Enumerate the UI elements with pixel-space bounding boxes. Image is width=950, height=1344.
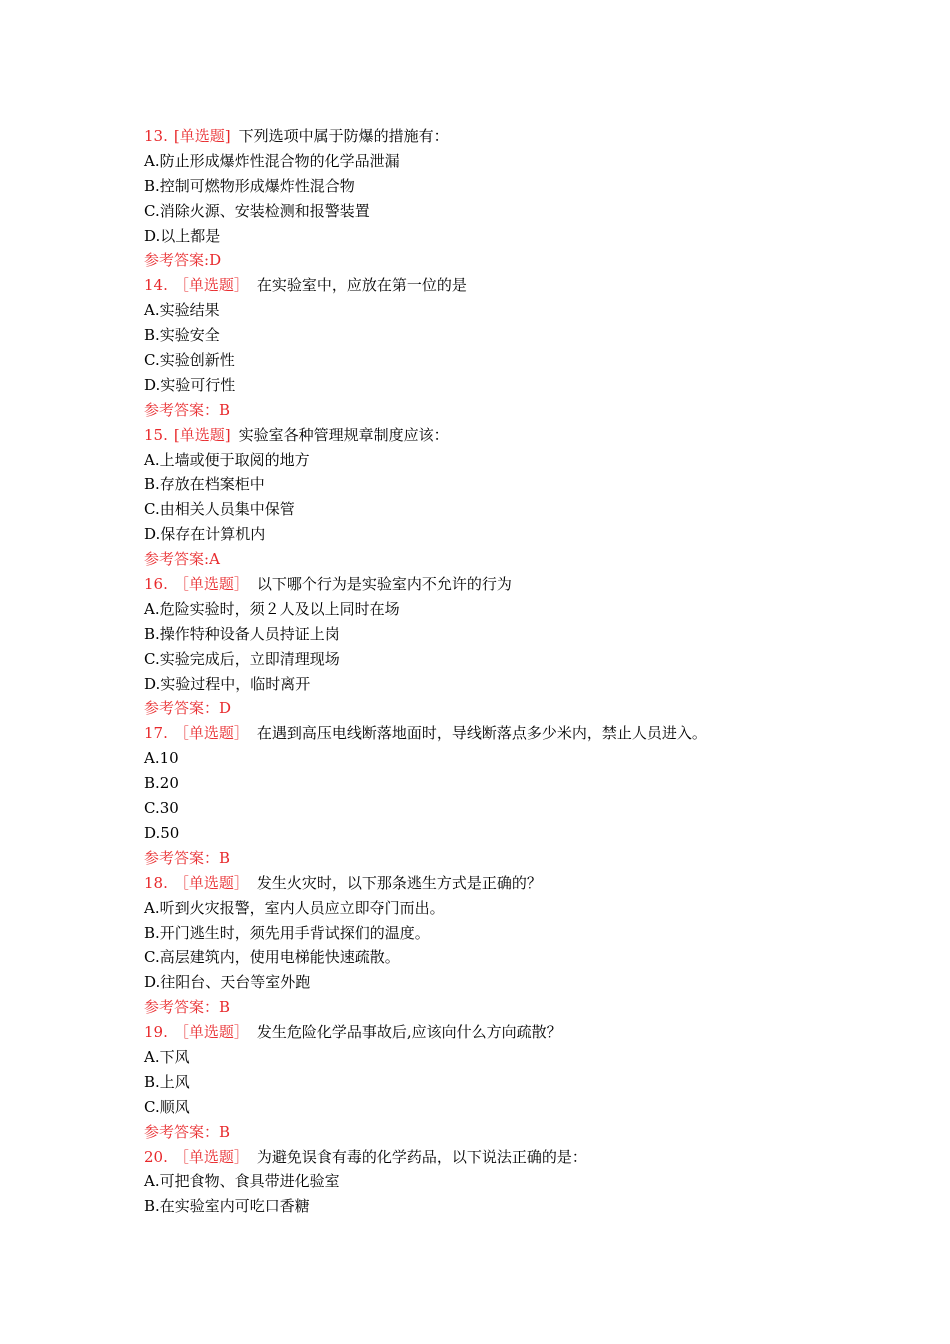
option-letter: C. [144,500,160,519]
option-item [144,597,844,622]
reference-answer [144,696,844,721]
option-letter: D. [144,674,161,693]
option-item [144,672,844,697]
question-text: 发生火灾时，以下那条逃生方式是正确的？ [256,873,542,892]
question-stem [144,423,844,448]
option-text: 听到火灾报警，室内人员应立即夺门而出。 [159,898,445,917]
option-letter: A. [144,599,160,618]
option-letter: B. [144,475,160,494]
question-type-tag: ［单选题］ [173,1023,249,1042]
option-text: 30 [159,799,179,818]
option-item [144,945,844,970]
question-list [144,124,844,1219]
question-type-tag: ［单选题］ [173,873,249,892]
option-letter: B. [144,176,160,195]
question-stem [144,871,844,896]
option-text: 存放在档案柜中 [159,475,265,494]
reference-answer [144,995,844,1020]
option-text: 实验结果 [159,301,220,320]
option-text: 20 [159,774,179,793]
question-number: 19. [144,1023,168,1042]
option-text: 顺风 [159,1097,190,1116]
reference-answer [144,248,844,273]
question-type-tag: ［单选题］ [173,724,249,743]
option-letter: D. [144,823,161,842]
option-text: 实验创新性 [159,351,235,370]
answer-value: B [219,400,231,419]
option-text: 可把食物、食具带进化验室 [159,1172,340,1191]
question-stem [144,124,844,149]
question-stem [144,721,844,746]
option-text: 由相关人员集中保管 [159,500,295,519]
answer-label: 参考答案： [144,998,220,1017]
option-letter: D. [144,973,161,992]
option-text: 实验可行性 [160,375,236,394]
answer-value: D [219,699,232,718]
question-text: 发生危险化学品事故后,应该向什么方向疏散？ [256,1023,562,1042]
option-text: 操作特种设备人员持证上岗 [159,624,340,643]
option-text: 实验完成后，立即清理现场 [159,649,340,668]
answer-value: B [219,998,231,1017]
question-type-tag: [单选题] [173,127,231,145]
answer-label: 参考答案： [144,699,220,718]
question-number: 15. [144,425,168,444]
option-letter: C. [144,1097,160,1116]
option-text: 以上都是 [160,226,221,245]
question-number: 14. [144,276,168,295]
option-text: 10 [159,749,179,768]
answer-label: 参考答案： [144,848,220,867]
option-text: 高层建筑内，使用电梯能快速疏散。 [159,948,400,967]
question-number: 20. [144,1147,168,1166]
option-text: 保存在计算机内 [160,525,266,544]
option-item [144,821,844,846]
option-item [144,771,844,796]
option-item [144,1095,844,1120]
option-item [144,522,844,547]
question-type-tag: [单选题] [173,425,231,444]
option-letter: A. [144,749,160,768]
answer-value: D [209,251,222,270]
question-stem [144,1020,844,1045]
option-letter: C. [144,201,160,220]
answer-label: 参考答案: [144,251,210,270]
question-number: 18. [144,873,168,892]
answer-value: B [219,1122,231,1141]
option-text: 防止形成爆炸性混合物的化学品泄漏 [159,151,400,170]
option-item [144,348,844,373]
option-item [144,224,844,249]
option-item [144,373,844,398]
option-item [144,199,844,224]
question-text: 下列选项中属于防爆的措施有： [238,127,449,145]
option-letter: A. [144,450,160,469]
option-text: 消除火源、安装检测和报警装置 [159,201,370,220]
reference-answer [144,547,844,572]
option-letter: B. [144,326,160,345]
option-text: 控制可燃物形成爆炸性混合物 [159,176,355,195]
answer-label: 参考答案： [144,1122,220,1141]
option-item [144,746,844,771]
question-stem [144,273,844,298]
option-letter: B. [144,923,160,942]
option-text: 下风 [159,1047,190,1066]
option-item [144,921,844,946]
option-item [144,622,844,647]
option-text: 往阳台、天台等室外跑 [160,973,311,992]
option-letter: A. [144,1047,160,1066]
question-number: 16. [144,575,168,594]
question-stem [144,1145,844,1170]
option-item [144,448,844,473]
option-letter: D. [144,226,161,245]
option-text: 上墙或便于取阅的地方 [159,450,310,469]
answer-label: 参考答案： [144,400,220,419]
option-item [144,896,844,921]
question-text: 以下哪个行为是实验室内不允许的行为 [256,575,512,594]
option-text: 实验安全 [159,326,220,345]
option-letter: C. [144,351,160,370]
option-letter: B. [144,624,160,643]
question-text: 实验室各种管理规章制度应该： [238,425,449,444]
option-letter: A. [144,301,160,320]
option-letter: D. [144,375,161,394]
option-letter: A. [144,1172,160,1191]
option-item [144,1070,844,1095]
reference-answer [144,1120,844,1145]
option-item [144,1045,844,1070]
option-item [144,174,844,199]
option-text: 开门逃生时，须先用手背试探们的温度。 [159,923,430,942]
option-item [144,1194,844,1219]
reference-answer [144,846,844,871]
option-item [144,796,844,821]
option-text: 实验过程中，临时离开 [160,674,311,693]
answer-value: B [219,848,231,867]
option-text: 上风 [159,1072,190,1091]
option-item [144,497,844,522]
question-text: 在遇到高压电线断落地面时，导线断落点多少米内，禁止人员进入。 [256,724,707,743]
option-item [144,970,844,995]
answer-value: A [209,550,220,569]
option-item [144,472,844,497]
option-item [144,647,844,672]
option-letter: C. [144,948,160,967]
option-letter: B. [144,1197,160,1216]
answer-label: 参考答案: [144,550,210,569]
question-text: 为避免误食有毒的化学药品，以下说法正确的是： [256,1147,587,1166]
question-text: 在实验室中，应放在第一位的是 [256,276,467,295]
question-number: 13. [144,127,168,145]
option-item [144,298,844,323]
option-item [144,1169,844,1194]
question-type-tag: ［单选题］ [173,1147,249,1166]
option-text: 50 [160,823,180,842]
reference-answer [144,398,844,423]
option-letter: B. [144,774,160,793]
question-type-tag: ［单选题］ [173,575,249,594]
option-text: 危险实验时，须２人及以上同时在场 [159,599,400,618]
option-letter: C. [144,649,160,668]
option-item [144,149,844,174]
option-item [144,323,844,348]
option-text: 在实验室内可吃口香糖 [159,1197,310,1216]
option-letter: D. [144,525,161,544]
question-number: 17. [144,724,168,743]
question-stem [144,572,844,597]
question-type-tag: ［单选题］ [173,276,249,295]
option-letter: A. [144,151,160,170]
option-letter: C. [144,799,160,818]
option-letter: A. [144,898,160,917]
option-letter: B. [144,1072,160,1091]
